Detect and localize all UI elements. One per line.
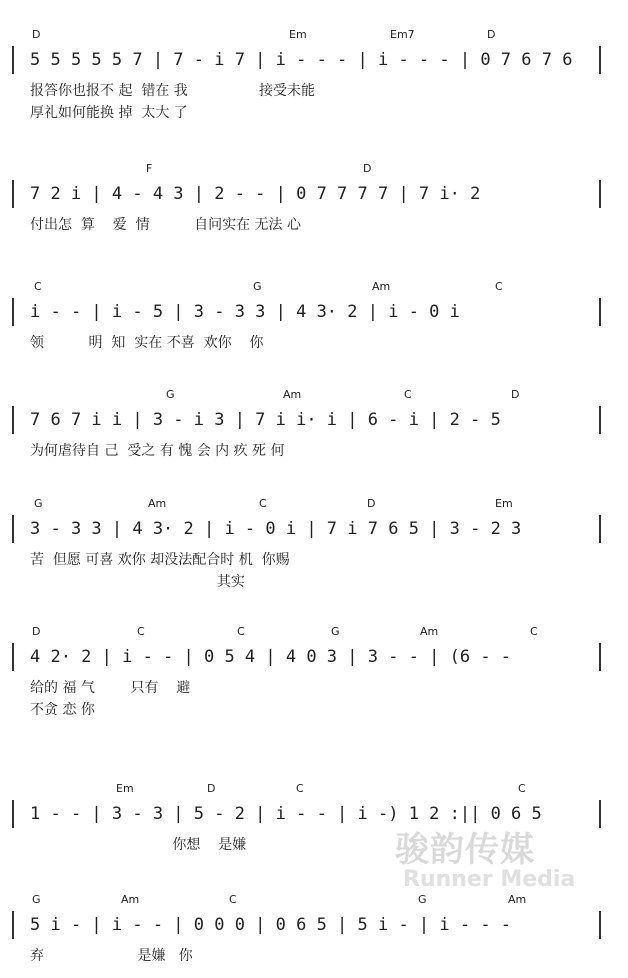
staff-system	[0, 388, 628, 472]
jianpu-notes: 5 i - | i - - | 0 0 0 | 0 6 5 | 5 i - | i - - -	[30, 915, 512, 935]
staff-system	[0, 625, 628, 718]
barline	[599, 515, 601, 543]
chord-symbol: C	[495, 280, 503, 293]
staff-system	[0, 28, 628, 121]
chord-symbol: C	[404, 388, 412, 401]
lyric-line: 付出怎 算 爱 情 自问实在 无法 心	[30, 217, 302, 233]
chord-symbol: C	[137, 625, 145, 638]
chord-symbol: Em	[495, 497, 513, 510]
staff-system	[0, 893, 628, 977]
chord-symbol: G	[166, 388, 175, 401]
barline	[599, 406, 601, 434]
lyric-line: 不贪 恋 你	[30, 702, 95, 718]
chord-symbol: Am	[372, 280, 391, 293]
chord-symbol: D	[487, 28, 496, 41]
chord-symbol: Am	[121, 893, 140, 906]
barline	[12, 298, 14, 326]
barline	[599, 800, 601, 828]
chord-symbol: C	[296, 782, 304, 795]
lyric-line: 厚礼如何能换 掉 太大 了	[30, 105, 188, 121]
jianpu-notes: i - - | i - 5 | 3 - 3 3 | 4 3· 2 | i - 0 i	[30, 302, 460, 322]
barline	[12, 515, 14, 543]
barline	[599, 46, 601, 74]
chord-symbol: D	[32, 28, 41, 41]
barline	[12, 406, 14, 434]
barline	[12, 643, 14, 671]
barline	[12, 911, 14, 939]
barline	[599, 180, 601, 208]
chord-symbol: C	[518, 782, 526, 795]
chord-symbol: G	[418, 893, 427, 906]
barline	[599, 643, 601, 671]
chord-symbol: G	[32, 893, 41, 906]
chord-symbol: Am	[508, 893, 527, 906]
lyric-line: 你想 是嫌	[30, 837, 247, 853]
chord-symbol: D	[32, 625, 41, 638]
chord-symbol: Am	[283, 388, 302, 401]
chord-symbol: C	[229, 893, 237, 906]
chord-symbol: G	[331, 625, 340, 638]
lyric-line: 弃 是嫌 你	[30, 948, 193, 964]
barline	[12, 800, 14, 828]
chord-symbol: G	[253, 280, 262, 293]
staff-system	[0, 280, 628, 364]
jianpu-notes: 4 2· 2 | i - - | 0 5 4 | 4 0 3 | 3 - - | (6 - -	[30, 647, 512, 667]
lyric-line: 为何虐待自 己 受之 有 愧 会 内 疚 死 何	[30, 443, 285, 459]
barline	[599, 298, 601, 326]
chord-symbol: C	[237, 625, 245, 638]
chord-symbol: C	[530, 625, 538, 638]
lyric-line: 给的 福 气 只有 避	[30, 680, 191, 696]
jianpu-notes: 1 - - | 3 - 3 | 5 - 2 | i - - | i -) 1 2 :|| 0 6 5	[30, 804, 542, 824]
jianpu-notes: 3 - 3 3 | 4 3· 2 | i - 0 i | 7 i 7 6 5 | 3 - 2 3	[30, 519, 522, 539]
barline	[12, 180, 14, 208]
lyric-line: 苦 但愿 可喜 欢你 却没法配合时 机 你赐	[30, 552, 290, 568]
barline	[599, 911, 601, 939]
staff-system	[0, 162, 628, 246]
staff-system	[0, 497, 628, 590]
staff-system	[0, 782, 628, 870]
jianpu-notes: 5 5 5 5 5 7 | 7 - i 7 | i - - - | i - - - | 0 7 6 7 6	[30, 50, 573, 70]
lyric-line: 其实	[30, 574, 245, 590]
chord-symbol: Am	[148, 497, 167, 510]
barline	[12, 46, 14, 74]
chord-symbol: Em	[289, 28, 307, 41]
chord-symbol: D	[511, 388, 520, 401]
chord-symbol: D	[363, 162, 372, 175]
chord-symbol: C	[259, 497, 267, 510]
watermark-en: Runner Media	[403, 867, 576, 892]
chord-symbol: G	[34, 497, 43, 510]
chord-symbol: D	[207, 782, 216, 795]
chord-symbol: C	[34, 280, 42, 293]
jianpu-notes: 7 6 7 i i | 3 - i 3 | 7 i i· i | 6 - i | 2 - 5	[30, 410, 501, 430]
chord-symbol: F	[146, 162, 153, 175]
chord-symbol: D	[367, 497, 376, 510]
watermark-cn: 骏韵传媒	[395, 830, 535, 870]
chord-symbol: Em	[116, 782, 134, 795]
lyric-line: 领 明 知 实在 不喜 欢你 你	[30, 335, 264, 351]
jianpu-notes: 7 2 i | 4 - 4 3 | 2 - - | 0 7 7 7 7 | 7 i· 2	[30, 184, 481, 204]
chord-symbol: Am	[420, 625, 439, 638]
lyric-line: 报答你也报不 起 错在 我 接受未能	[30, 83, 316, 99]
chord-symbol: Em7	[390, 28, 415, 41]
